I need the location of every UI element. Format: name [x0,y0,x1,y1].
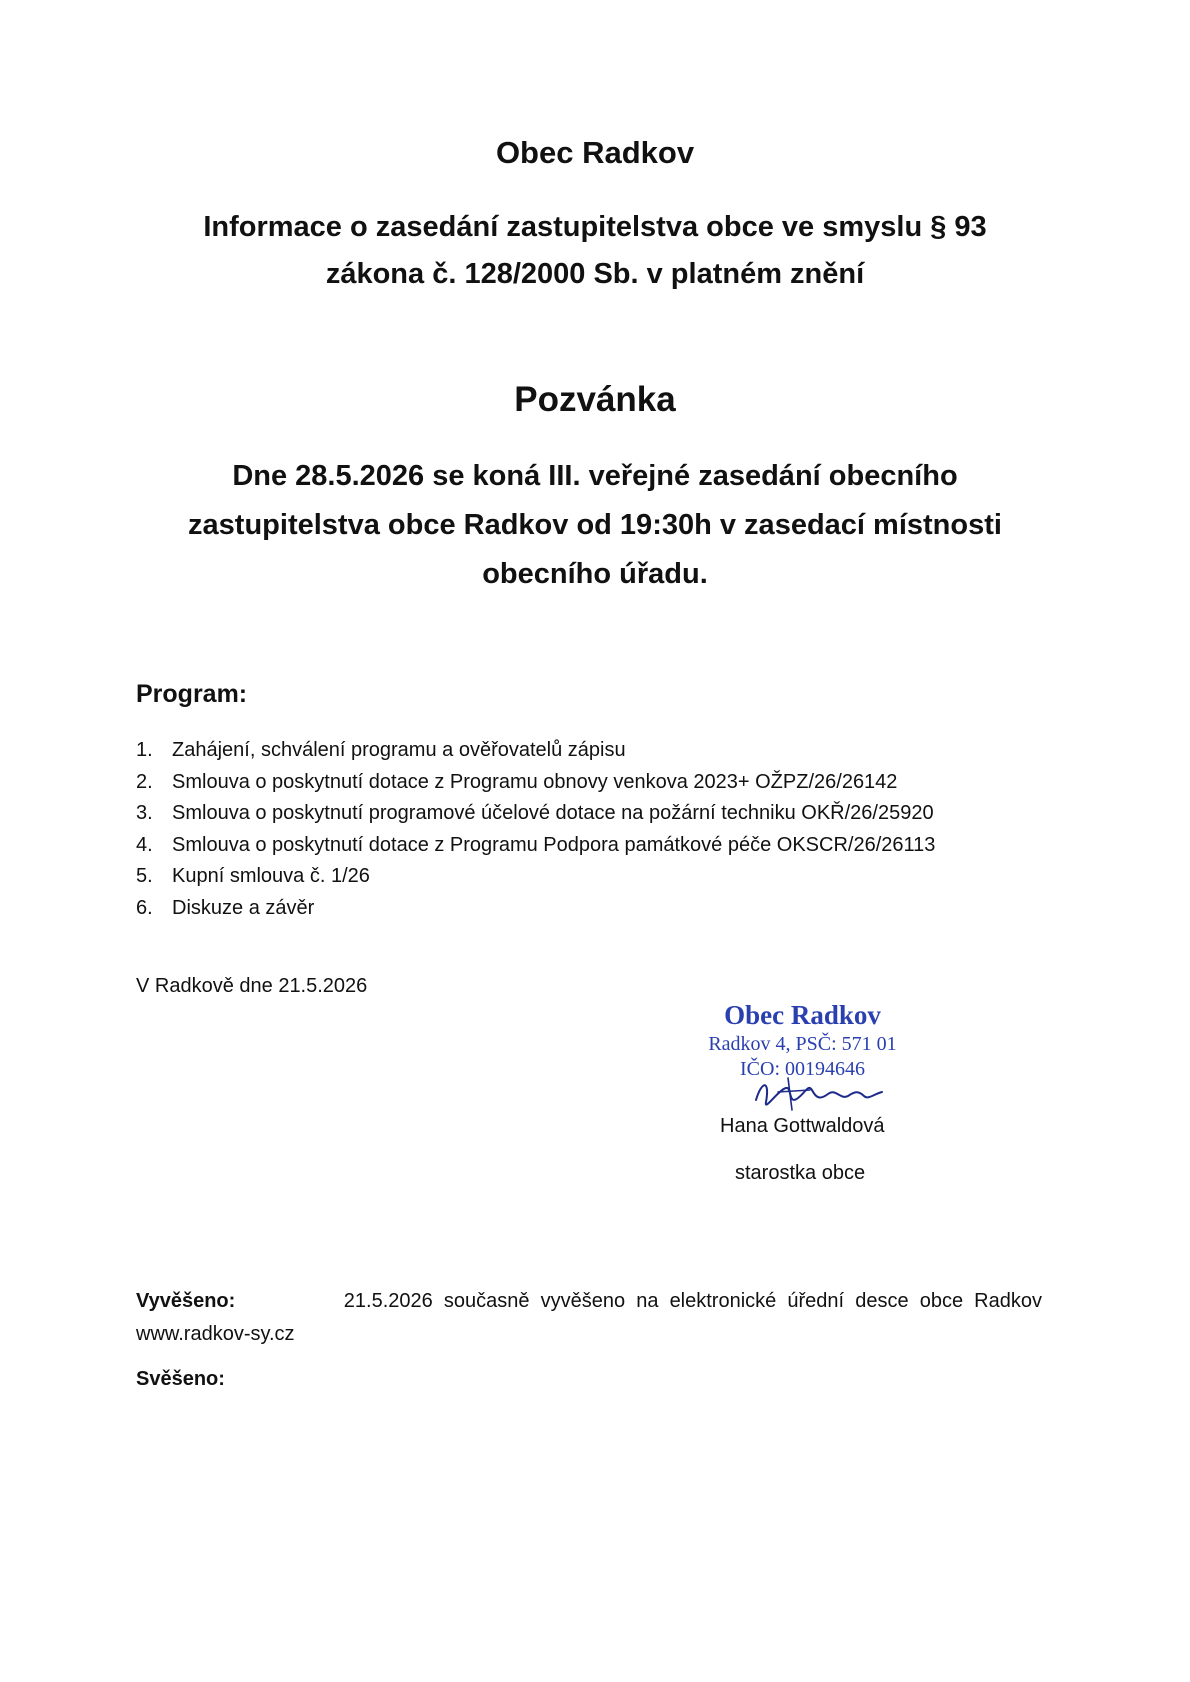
website-address: www.radkov-sy.cz [136,1323,295,1345]
removed-label: Svěšeno: [136,1368,225,1390]
program-item-number: 1. [136,739,153,761]
invitation-line-2: zastupitelstva obce Radkov od 19:30h v zasedací místnosti [188,509,1002,541]
document-title: Obec Radkov [495,135,695,170]
program-item-text: Smlouva o poskytnutí dotace z Programu obnovy venkova 2023+ OŽPZ/26/26142 [172,770,898,793]
program-item [136,767,935,799]
info-heading-line-1: Informace o zasedání zastupitelstva obce ve smyslu § 93 [203,211,987,243]
signer-role: starostka obce [735,1162,866,1184]
info-heading-line-2: zákona č. 128/2000 Sb. v platném znění [325,258,865,290]
program-item-number: 2. [136,770,153,793]
invitation-line-1: Dne 28.5.2026 se koná III. veřejné zasedání obecního [232,460,958,492]
program-item [136,893,935,925]
signer-name: Hana Gottwaldová [720,1115,885,1137]
place-and-date: V Radkově dne 21.5.2026 [136,975,368,997]
program-item-text: Diskuze a závěr [172,896,315,919]
program-item [136,735,935,767]
program-item-text: Kupní smlouva č. 1/26 [172,865,370,888]
program-item [136,798,935,830]
program-heading: Program: [136,680,248,708]
program-item-number: 5. [136,865,153,888]
invitation-line-3: obecního úřadu. [482,558,708,590]
stamp-ico: IČO: 00194646 [740,1058,865,1080]
posting-notice [136,1285,1042,1351]
program-item-number: 4. [136,833,153,856]
program-item [136,861,935,893]
info-heading [0,204,1190,298]
posted-label: Vyvěšeno: [136,1290,236,1312]
invitation-text [0,452,1190,599]
program-list [136,735,935,925]
posted-text: 21.5.2026 současně vyvěšeno na elektronické úřední desce obce Radkov [343,1290,1042,1312]
program-item [136,830,935,862]
program-item-text: Zahájení, schválení programu a ověřovatelů zápisu [172,739,626,761]
program-item-text: Smlouva o poskytnutí programové účelové dotace na požární techniku OKŘ/26/25920 [172,802,934,825]
invitation-heading: Pozvánka [514,380,676,419]
handwritten-signature [748,1070,898,1120]
program-item-number: 3. [136,802,153,825]
stamp-address: Radkov 4, PSČ: 571 01 [708,1033,897,1055]
program-item-number: 6. [136,896,153,919]
program-item-text: Smlouva o poskytnutí dotace z Programu Podpora památkové péče OKSCR/26/26113 [172,833,936,856]
stamp-name: Obec Radkov [724,1000,881,1030]
